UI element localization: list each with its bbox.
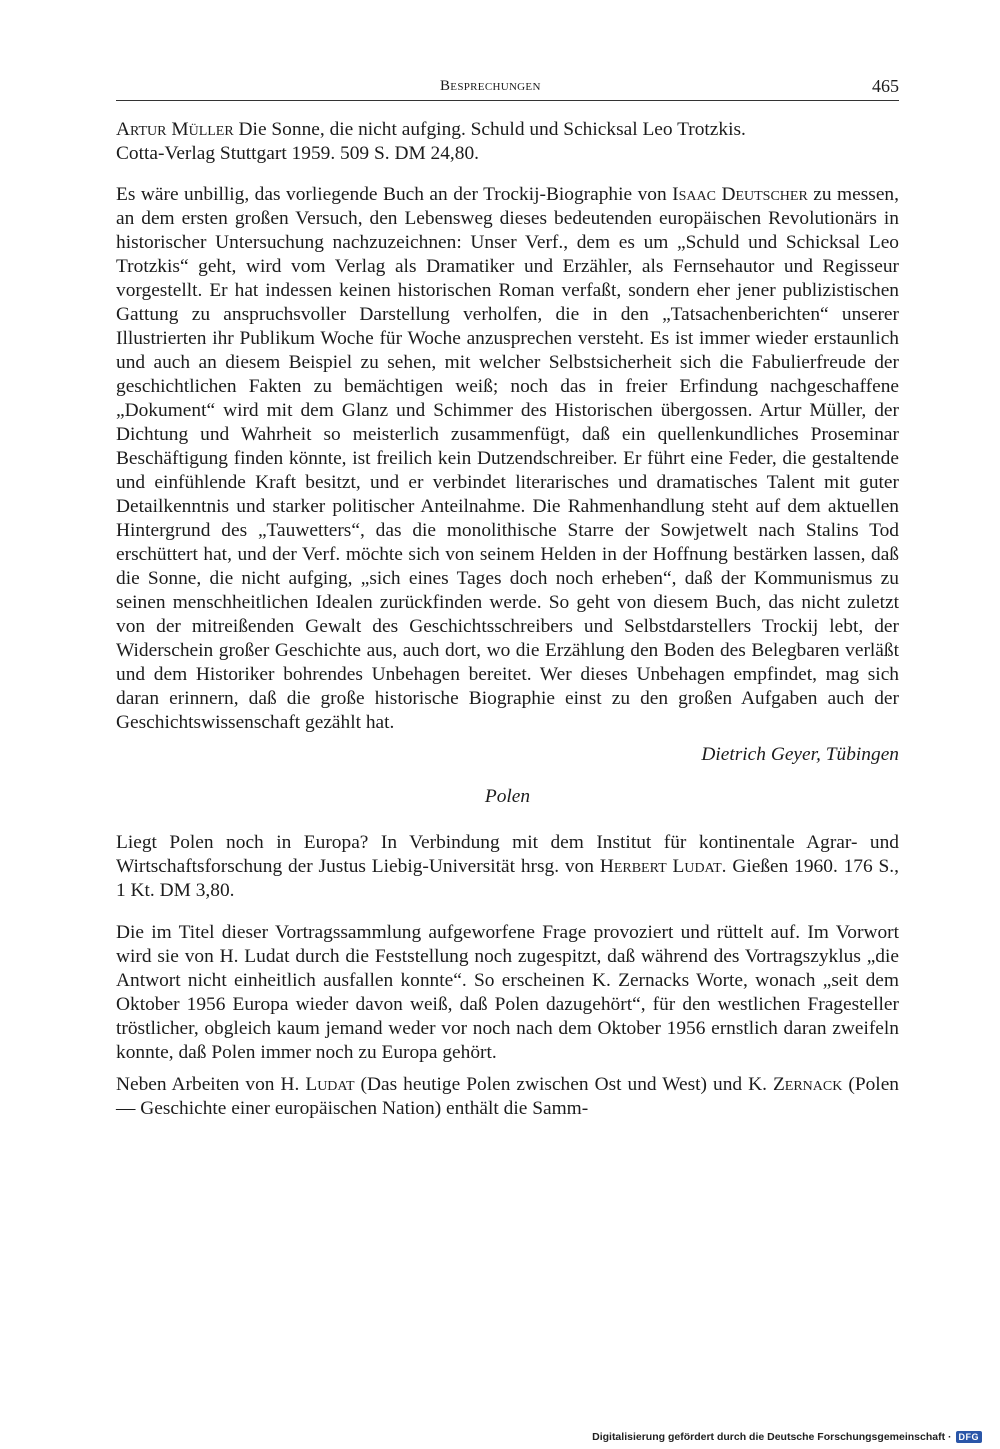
- review-2-paragraph-1: Die im Titel dieser Vortragssammlung aufgeworfene Frage provoziert und rüttelt auf. Im Vorwort wird sie von H. Ludat durch die Feststellung noch zugespitzt, daß während des Vortragszyklus „die Antwort nicht einheitlich ausfallen konnte“. So erscheinen K. Zernacks Worte, wonach „seit dem Oktober 1956 Europa wieder davon weiß, daß Polen dazugehört“, für den westlichen Fragesteller tröstlicher, obgleich kaum jemand weder vor noch nach dem Oktober 1956 ernstlich daran zweifeln konnte, daß Polen immer noch zu Europa gehört.: [116, 922, 899, 1063]
- review-1: [116, 183, 899, 735]
- dfg-logo-icon: DFG: [956, 1431, 983, 1443]
- review-2-name-ludat: Ludat: [305, 1074, 355, 1095]
- review-2-paragraph-2: [116, 1073, 899, 1121]
- citation-1-author: Artur Müller: [116, 119, 234, 140]
- credit-text: Digitalisierung gefördert durch die Deutsche Forschungsgemeinschaft ·: [592, 1431, 952, 1443]
- review-1-text-b: zu messen, an dem ersten großen Versuch, den Lebensweg dieses bedeutenden europäischen Revolutionärs in historischer Untersuchung nachzuzeichnen: Unser Verf., dem es um „Schuld und Schicksal Leo Trotzkis“ geht, wird vom Verlag als Dramatiker und Erzähler, als Fernsehautor und Regisseur vorgestellt. Er hat indessen keinen historischen Roman verfaßt, sondern eher jener publizistischen Gattung zu anspruchsvoller Darstellung verholfen, die in den „Tatsachenberichten“ unserer Illustrierten ihr Publikum Woche für Woche anzusprechen versteht. Es ist immer wieder erstaunlich und auch an diesem Beispiel zu sehen, mit welcher Selbstsicherheit sich die Fabulierfreude der geschichtlichen Fakten zu bemächtigen weiß; noch das in freier Erfindung nachgeschaffene „Dokument“ wird mit dem Glanz und Schimmer des Historischen übergossen. Artur Müller, der Dichtung und Wahrheit so meisterlich zusammenfügt, daß ein quellenkundliches Proseminar Beschäftigung finden könnte, ist freilich kein Dutzendschreiber. Er führt eine Feder, die gestaltende und einfühlende Kraft besitzt, und er verbindet literarisches und dramatisches Talent mit guter Detailkenntnis und starker politischer Anteilnahme. Die Rahmenhandlung steht auf dem aktuellen Hintergrund des „Tauwetters“, das die monolithische Starre der Sowjetwelt nach Stalins Tod erschüttert hat, und der Verf. möchte sich von seinem Helden in der Hoffnung bestärken lassen, daß die Sonne, die nicht aufging, „sich eines Tages doch noch erheben“, daß der Kommunismus zu seinen menschheitlichen Idealen zurückfinden werde. So geht von diesem Buch, das nicht zuletzt von der mitreißenden Gewalt des Geschichtsschreibers und Selbstdarstellers Trockij lebt, der Widerschein großer Geschichte aus, auch dort, wo die Erzählung den Boden des Belegbaren verläßt und dem Historiker bohrendes Unbehagen bereitet. Wer dieses Unbehagen empfindet, mag sich daran erinnern, daß die große historische Biographie einst zu den großen Aufgaben auch der Geschichtswissenschaft gezählt hat.: [116, 184, 899, 733]
- running-header: [116, 70, 899, 101]
- citation-1-publisher: Cotta-Verlag Stuttgart 1959. 509 S. DM 24,80.: [116, 143, 480, 164]
- citation-2-publisher: . Gießen 1960. 176 S., 1 Kt. DM 3,80.: [116, 856, 900, 901]
- citation-1: [116, 118, 899, 166]
- review-2-name-zernack: Zernack: [772, 1074, 843, 1095]
- review-2-text-a: Neben Arbeiten von H.: [116, 1074, 306, 1095]
- citation-1-title: Die Sonne, die nicht aufging. Schuld und Schicksal Leo Trotzkis.: [233, 119, 746, 140]
- review-1-text-a: Es wäre unbillig, das vorliegende Buch an der Trockij-Biographie von: [116, 184, 673, 205]
- review-1-cited-author: Isaac Deutscher: [672, 184, 808, 205]
- digitization-credit: [592, 1431, 982, 1443]
- citation-2: [116, 831, 899, 903]
- review-2-text-c: (Polen — Geschichte einer europäischen Nation) enthält die Samm-: [116, 1074, 899, 1119]
- section-title: Polen: [484, 786, 531, 807]
- page-number: 465: [872, 76, 899, 96]
- citation-2-editor: Herbert Ludat: [599, 856, 722, 877]
- page: [116, 70, 899, 1121]
- review-2-text-b: (Das heutige Polen zwischen Ost und West) und K.: [354, 1074, 773, 1095]
- citation-2-title: Liegt Polen noch in Europa? In Verbindung mit dem Institut für kontinentale Agrar- und Wirtschaftsforschung der Justus Liebig-Universität hrsg. von: [116, 832, 899, 877]
- reviewer-signature: Dietrich Geyer, Tübingen: [701, 744, 899, 765]
- running-title: Besprechungen: [440, 78, 541, 94]
